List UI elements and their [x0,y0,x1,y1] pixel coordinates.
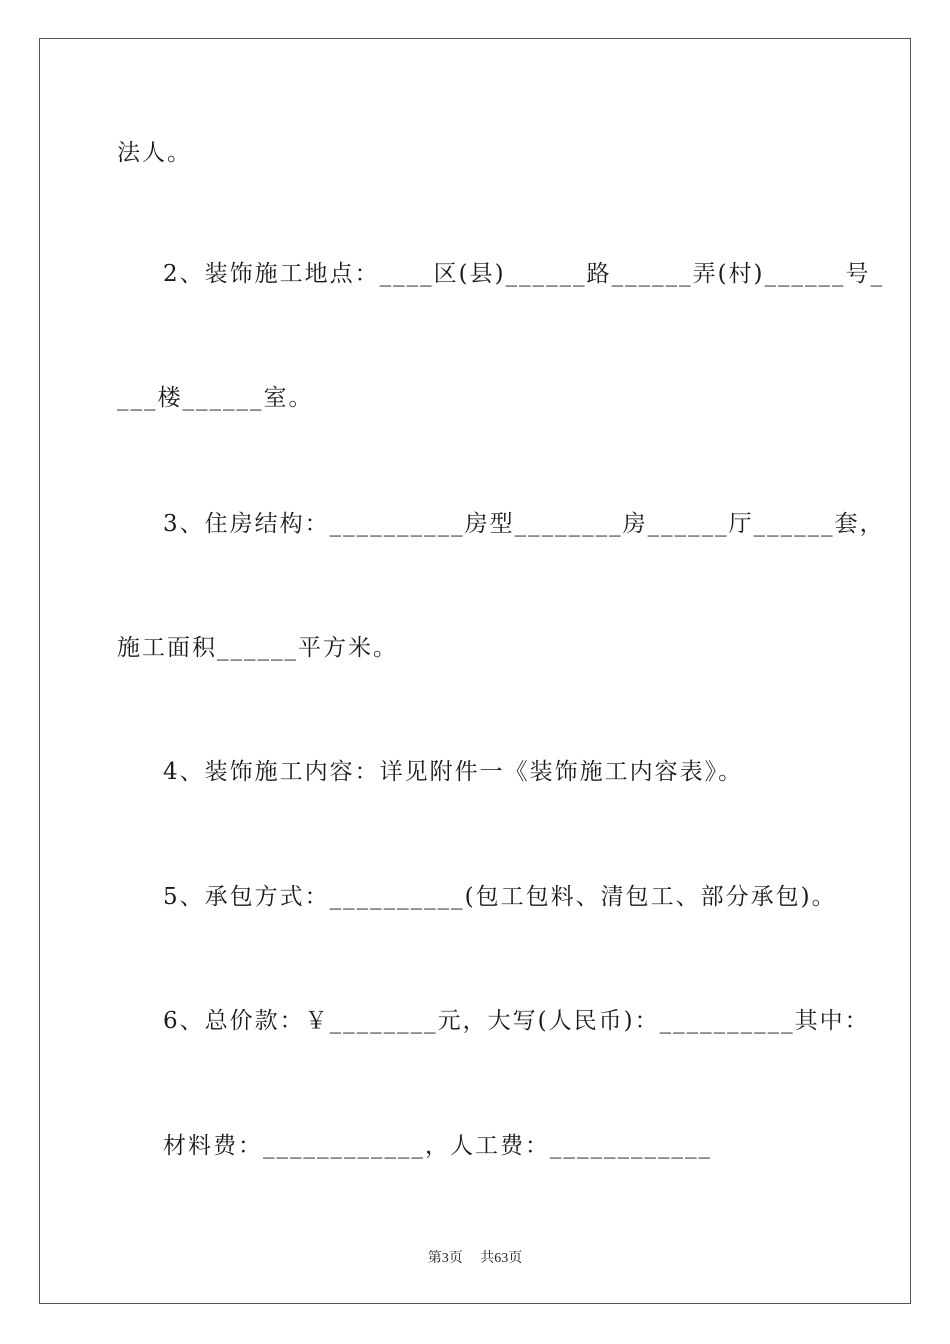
text-line-7: 5、承包方式：__________(包工包料、清包工、部分承包)。 [163,884,837,910]
text-line-2: 2、装饰施工地点：____区(县)______路______弄(村)______号_ [163,261,885,287]
text-line-9: 材料费：____________，人工费：____________ [163,1133,712,1159]
text-line-5: 施工面积______平方米。 [117,635,398,661]
text-line-1: 法人。 [117,140,192,166]
page-total: 共63页 [480,1251,523,1266]
page-frame [39,38,911,1304]
page-footer [0,1247,950,1267]
text-line-4: 3、住房结构：__________房型________房______厅______套， [163,511,885,537]
text-line-3: ___楼______室。 [117,385,314,411]
page-number: 第3页 [427,1251,463,1266]
text-line-8: 6、总价款：￥________元，大写(人民币)：__________其中： [163,1008,870,1034]
text-line-6: 4、装饰施工内容：详见附件一《装饰施工内容表》。 [163,759,744,785]
